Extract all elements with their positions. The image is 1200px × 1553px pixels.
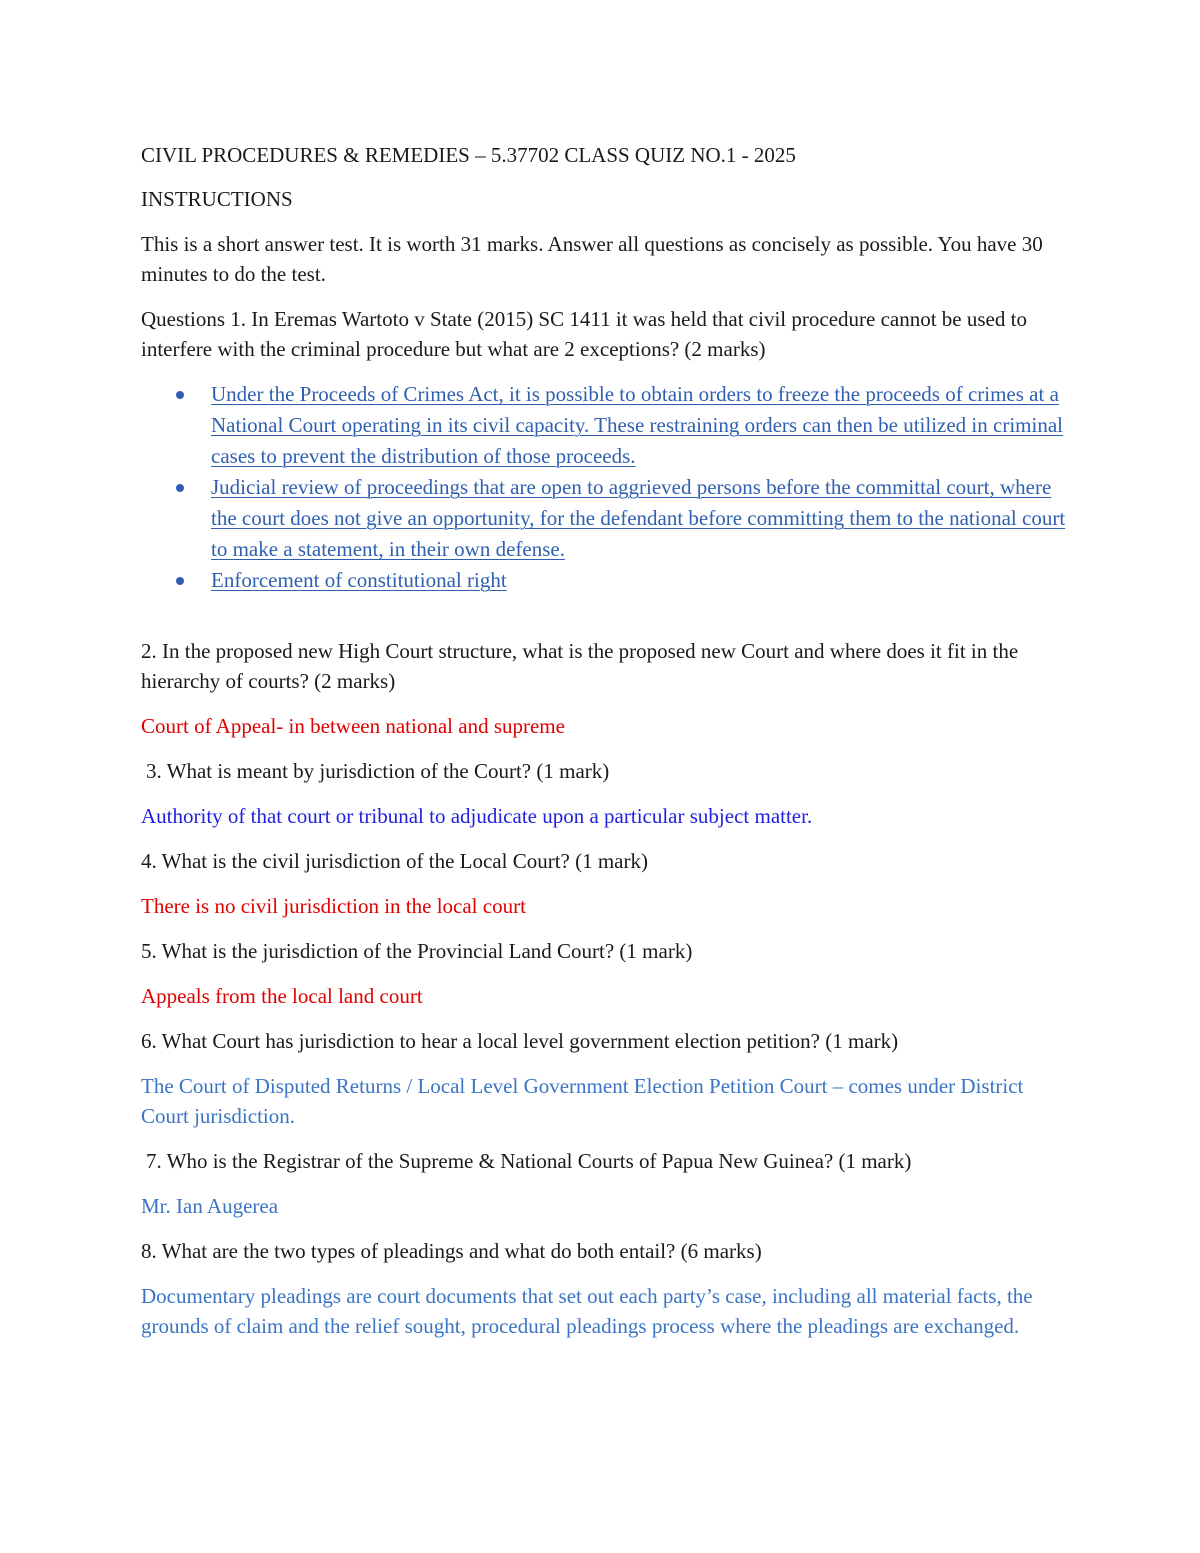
instructions-text: This is a short answer test. It is worth 31 marks. Answer all questions as concisely as possible. You have 30 minutes to do the test.	[141, 232, 1043, 286]
bullet-dot-icon	[176, 484, 184, 492]
question-7: 7. Who is the Registrar of the Supreme & National Courts of Papua New Guinea? (1 mark)	[146, 1149, 912, 1173]
answer-1-bullet-1	[141, 379, 1066, 472]
question-5: 5. What is the jurisdiction of the Provincial Land Court? (1 mark)	[141, 939, 693, 963]
answer-4: There is no civil jurisdiction in the local court	[141, 894, 526, 918]
instructions-heading: INSTRUCTIONS	[141, 187, 293, 211]
question-6: 6. What Court has jurisdiction to hear a local level government election petition? (1 mark)	[141, 1029, 899, 1053]
question-1-answer-list	[141, 379, 1066, 596]
bullet-dot-icon	[176, 391, 184, 399]
question-3: 3. What is meant by jurisdiction of the Court? (1 mark)	[146, 759, 610, 783]
bullet-text: Enforcement of constitutional right	[211, 568, 507, 592]
question-2: 2. In the proposed new High Court structure, what is the proposed new Court and where does it fit in the hierarchy of courts? (2 marks)	[141, 639, 1019, 693]
answer-8: Documentary pleadings are court documents that set out each party’s case, including all material facts, the grounds of claim and the relief sought, procedural pleadings process where the pleadings are exchanged.	[141, 1284, 1033, 1338]
document-body	[141, 140, 1066, 1356]
question-4: 4. What is the civil jurisdiction of the Local Court? (1 mark)	[141, 849, 648, 873]
answer-3: Authority of that court or tribunal to adjudicate upon a particular subject matter.	[141, 804, 813, 828]
answer-1-bullet-2	[141, 472, 1066, 565]
bullet-dot-icon	[176, 577, 184, 585]
question-1: Questions 1. In Eremas Wartoto v State (2015) SC 1411 it was held that civil procedure cannot be used to interfere with the criminal procedure but what are 2 exceptions? (2 marks)	[141, 307, 1027, 361]
answer-6: The Court of Disputed Returns / Local Level Government Election Petition Court – comes under District Court jurisdiction.	[141, 1074, 1024, 1128]
bullet-text: Judicial review of proceedings that are open to aggrieved persons before the committal court, where the court does not give an opportunity, for the defendant before committing them to the national court to make a statement, in their own defense.	[211, 475, 1066, 561]
answer-5: Appeals from the local land court	[141, 984, 423, 1008]
answer-7: Mr. Ian Augerea	[141, 1194, 279, 1218]
bullet-text: Under the Proceeds of Crimes Act, it is possible to obtain orders to freeze the proceeds of crimes at a National Court operating in its civil capacity. These restraining orders can then be utilized in criminal cases to prevent the distribution of those proceeds.	[211, 382, 1063, 468]
answer-2: Court of Appeal- in between national and supreme	[141, 714, 565, 738]
document-title: CIVIL PROCEDURES & REMEDIES – 5.37702 CLASS QUIZ NO.1 - 2025	[141, 143, 796, 167]
question-8: 8. What are the two types of pleadings and what do both entail? (6 marks)	[141, 1239, 762, 1263]
answer-1-bullet-3	[141, 565, 1066, 596]
